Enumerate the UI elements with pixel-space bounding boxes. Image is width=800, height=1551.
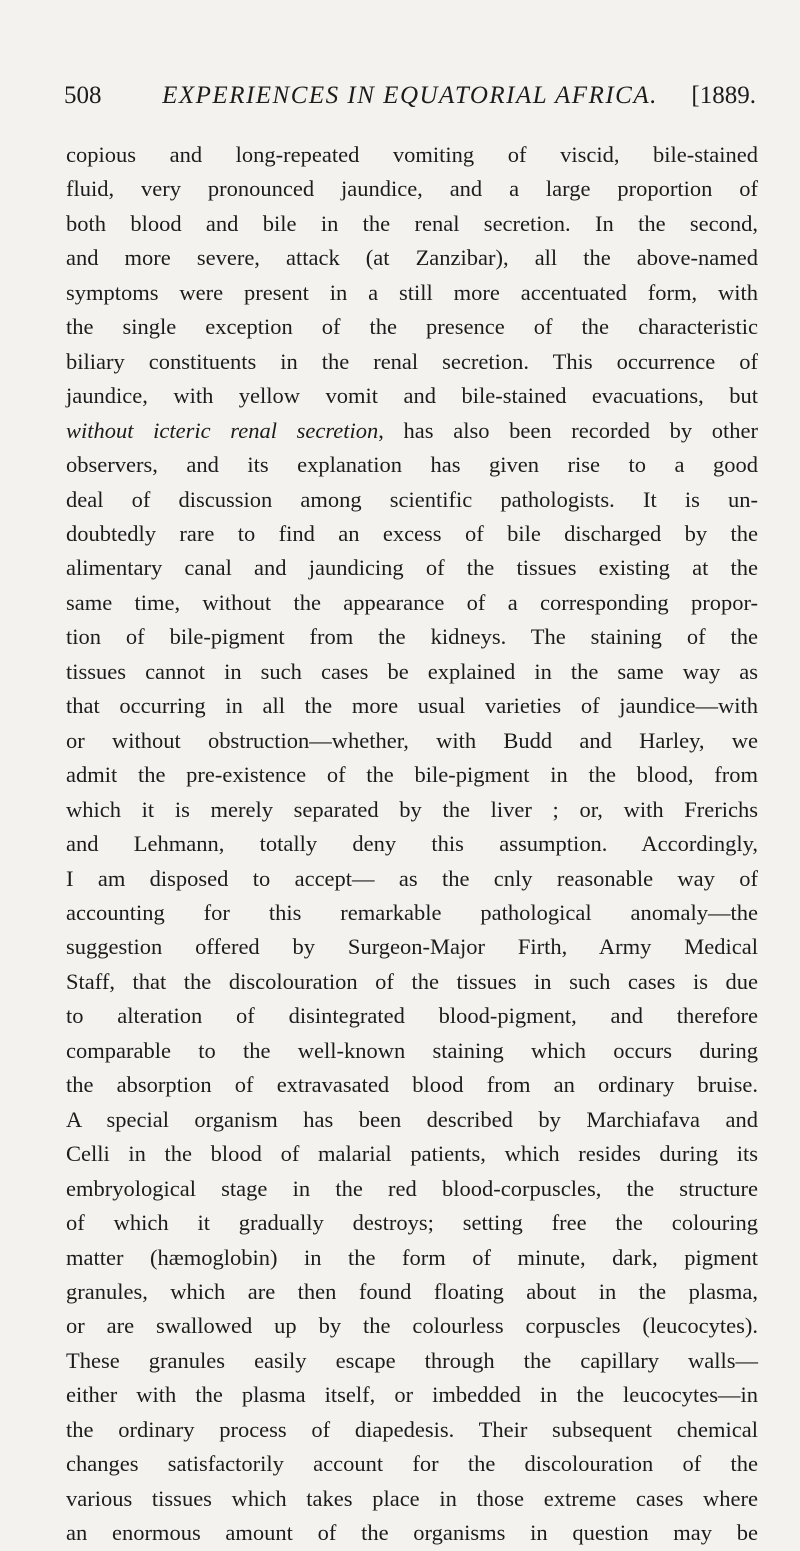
text-line: These granules easily escape through the capillary walls—: [66, 1347, 758, 1373]
text-line: that occurring in all the more usual varieties of jaundice—with: [66, 693, 758, 719]
text-line: alimentary canal and jaundicing of the tissues existing at the: [66, 555, 758, 581]
text-line: Celli in the blood of malarial patients, which resides during its: [66, 1141, 758, 1167]
running-title: EXPERIENCES IN EQUATORIAL AFRICA.: [162, 82, 658, 109]
text-line: of which it gradually destroys; setting free the colouring: [66, 1210, 758, 1236]
text-line: admit the pre-existence of the bile-pigment in the blood, from: [66, 762, 758, 788]
text-line: either with the plasma itself, or imbedded in the leucocytes—in: [66, 1382, 758, 1408]
text-line: jaundice, with yellow vomit and bile-stained evacuations, but: [66, 383, 758, 409]
text-line: an enormous amount of the organisms in question may be: [66, 1520, 758, 1546]
text-line: or without obstruction—whether, with Budd and Harley, we: [66, 727, 758, 753]
text-line: to alteration of disintegrated blood-pigment, and therefore: [66, 1003, 758, 1029]
text-line: various tissues which takes place in those extreme cases where: [66, 1485, 758, 1511]
text-line: doubtedly rare to find an excess of bile discharged by the: [66, 520, 758, 546]
text-line: symptoms were present in a still more accentuated form, with: [66, 279, 758, 305]
text-line: and more severe, attack (at Zanzibar), all the above-named: [66, 245, 758, 271]
italic-phrase: without icteric renal secretion: [66, 417, 379, 443]
body-text: [66, 138, 758, 1551]
text-line: biliary constituents in the renal secretion. This occurrence of: [66, 348, 758, 374]
text-line: the absorption of extravasated blood from an ordinary bruise.: [66, 1072, 758, 1098]
text-line: the ordinary process of diapedesis. Their subsequent chemical: [66, 1416, 758, 1442]
text-line: accounting for this remarkable pathological anomaly—the: [66, 899, 758, 925]
text-line: granules, which are then found floating about in the plasma,: [66, 1278, 758, 1304]
text-run: , has also been recorded by other: [378, 417, 758, 443]
text-line: embryological stage in the red blood-corpuscles, the structure: [66, 1175, 758, 1201]
page-number: 508: [64, 82, 102, 109]
text-line: tissues cannot in such cases be explained in the same way as: [66, 658, 758, 684]
text-line: Staff, that the discolouration of the tissues in such cases is due: [66, 968, 758, 994]
text-line: A special organism has been described by Marchiafava and: [66, 1106, 758, 1132]
text-line: same time, without the appearance of a corresponding propor-: [66, 589, 758, 615]
text-line: both blood and bile in the renal secretion. In the second,: [66, 210, 758, 236]
text-line: which it is merely separated by the liver ; or, with Frerichs: [66, 796, 758, 822]
text-line: matter (hæmoglobin) in the form of minute, dark, pigment: [66, 1244, 758, 1270]
text-line: [66, 414, 758, 448]
text-line: deal of discussion among scientific pathologists. It is un-: [66, 486, 758, 512]
text-line: comparable to the well-known staining which occurs during: [66, 1037, 758, 1063]
text-line: I am disposed to accept— as the cnly reasonable way of: [66, 865, 758, 891]
text-line: observers, and its explanation has given rise to a good: [66, 452, 758, 478]
text-line: and Lehmann, totally deny this assumption. Accordingly,: [66, 831, 758, 857]
text-line: fluid, very pronounced jaundice, and a large proportion of: [66, 176, 758, 202]
year-marker: [1889.: [691, 82, 756, 109]
text-line: changes satisfactorily account for the discolouration of the: [66, 1451, 758, 1477]
running-head: [64, 82, 756, 116]
text-line: suggestion offered by Surgeon-Major Firth, Army Medical: [66, 934, 758, 960]
text-line: or are swallowed up by the colourless corpuscles (leucocytes).: [66, 1313, 758, 1339]
text-line: tion of bile-pigment from the kidneys. The staining of the: [66, 624, 758, 650]
text-line: copious and long-repeated vomiting of viscid, bile-stained: [66, 142, 758, 167]
text-line: the single exception of the presence of the characteristic: [66, 314, 758, 340]
